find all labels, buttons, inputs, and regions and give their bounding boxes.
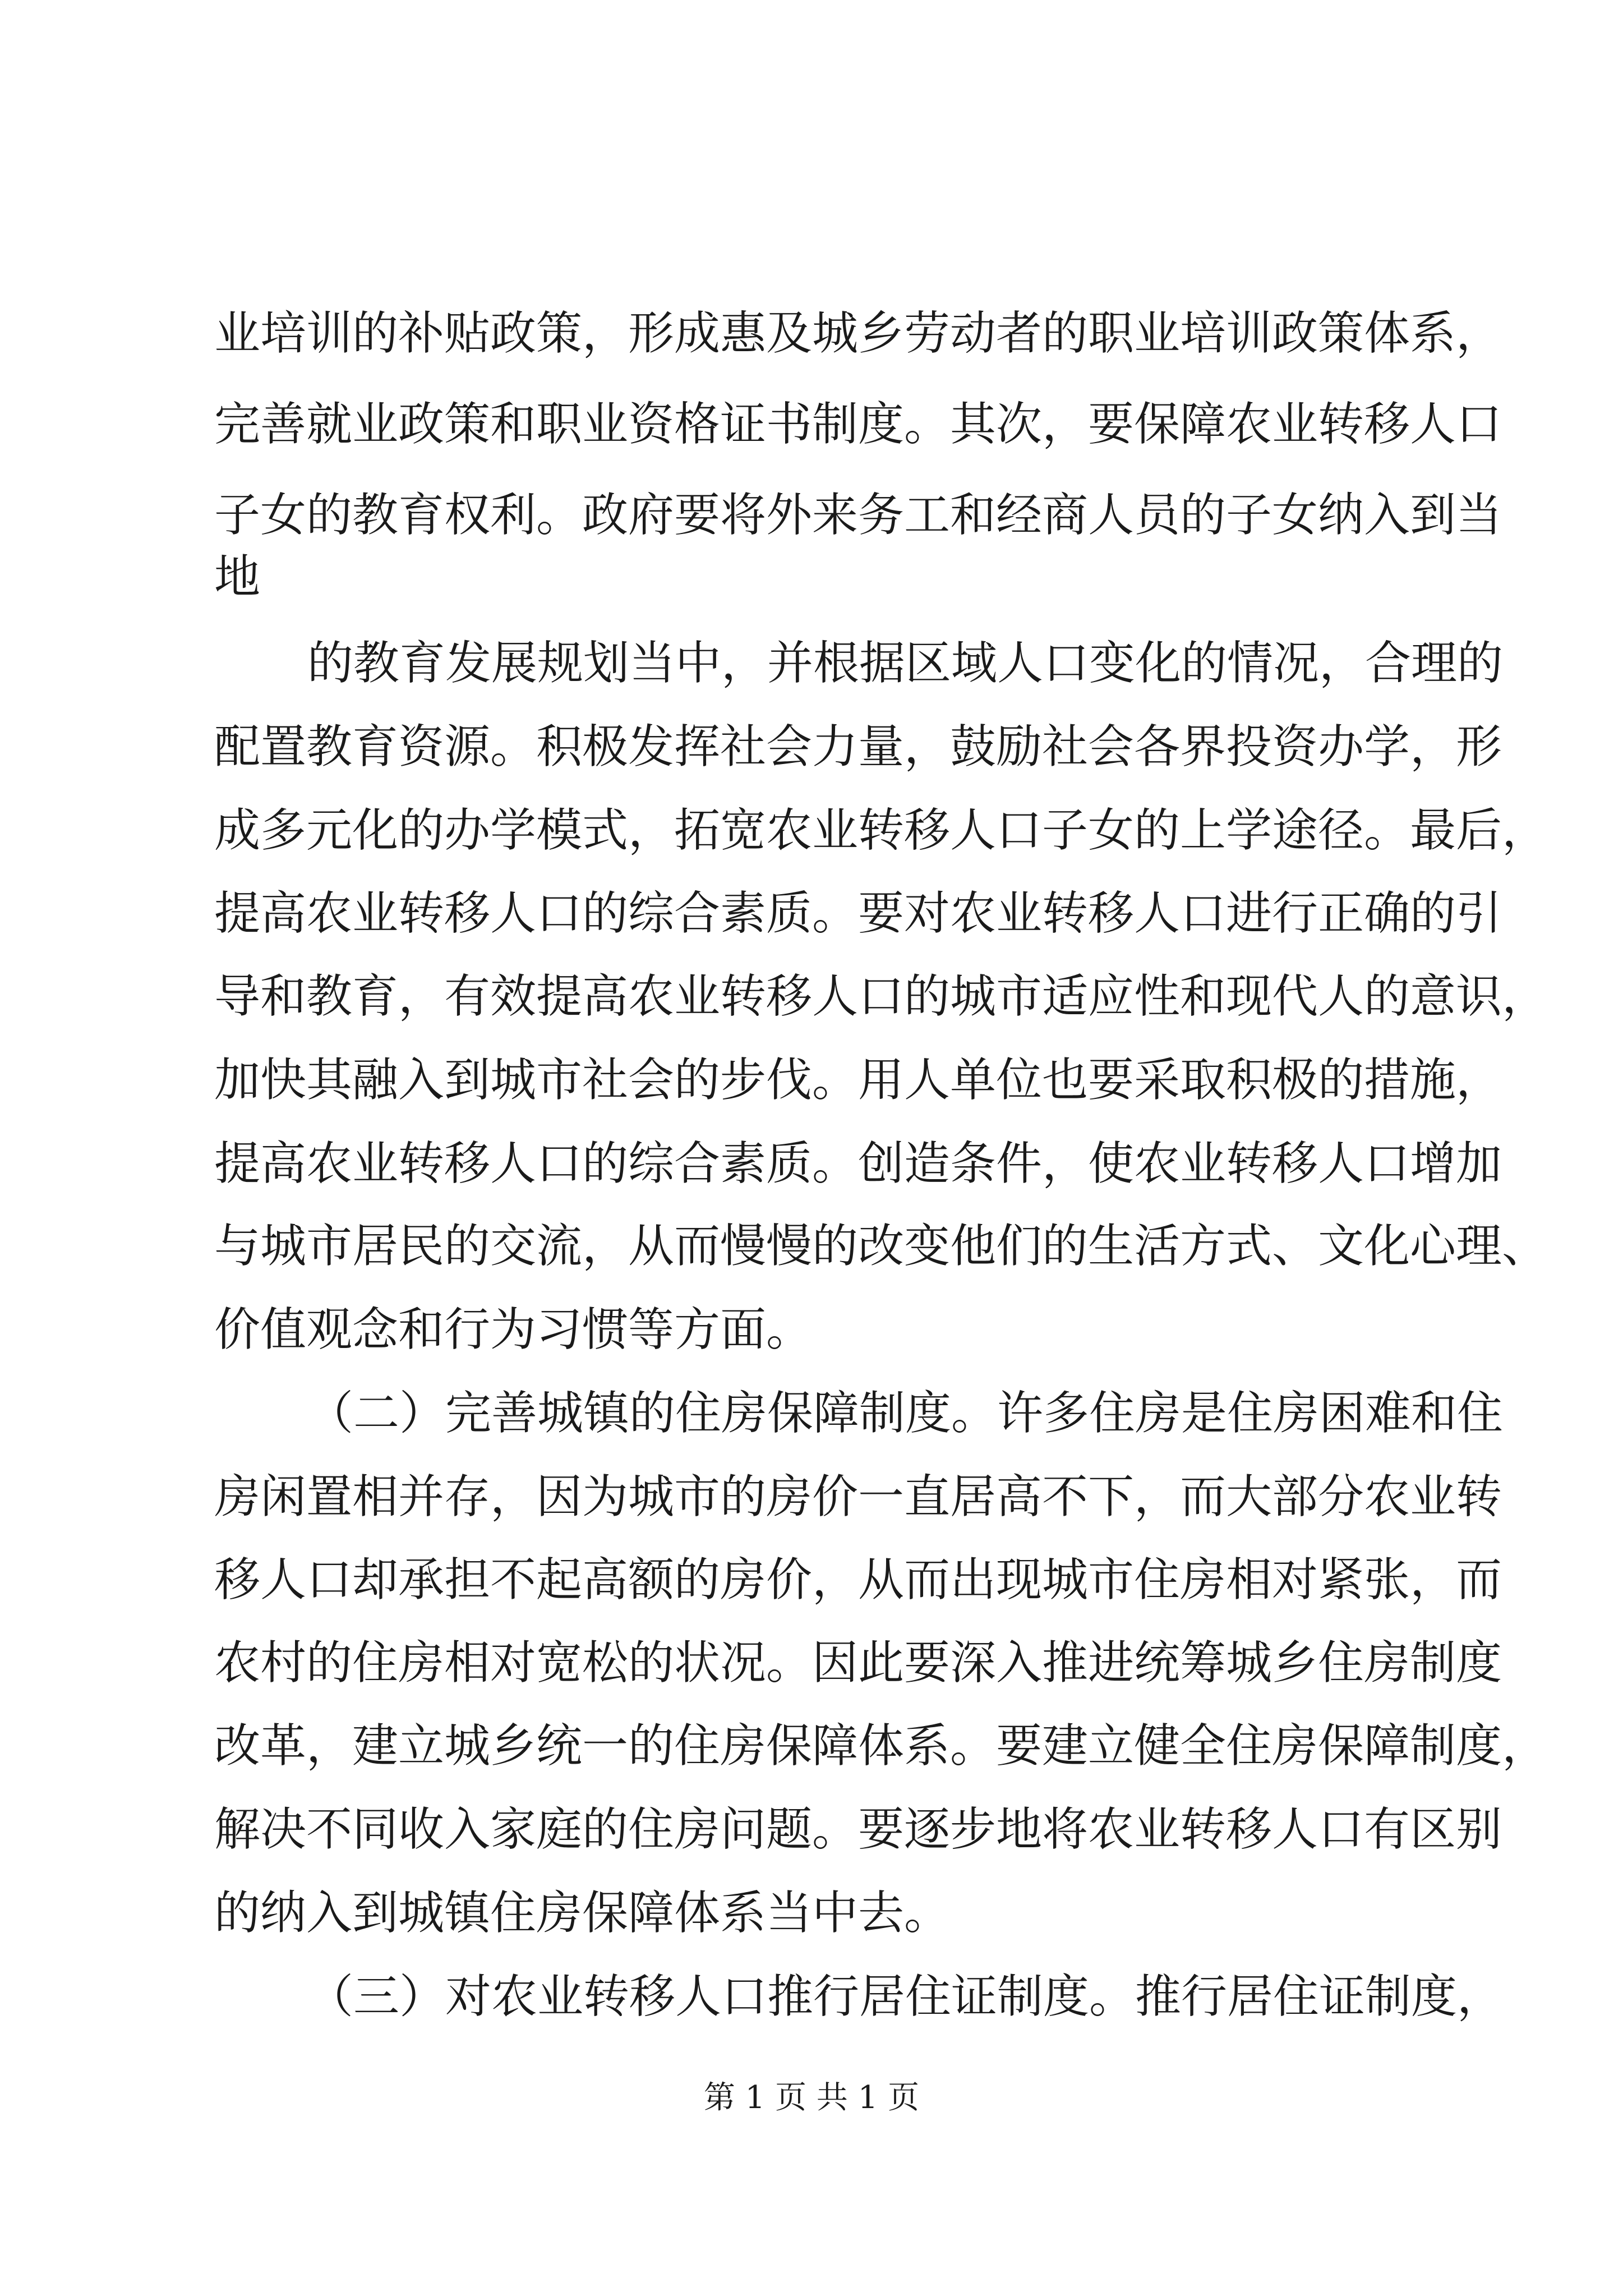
text-line: 房闲置相并存，因为城市的房价一直居高不下，而大部分农业转	[214, 1470, 1502, 1524]
text-line: 农村的住房相对宽松的状况。因此要深入推进统筹城乡住房制度	[214, 1636, 1502, 1690]
text-line: 完善就业政策和职业资格证书制度。其次，要保障农业转移人口	[214, 398, 1502, 451]
paragraph-first-line: （二）完善城镇的住房保障制度。许多住房是住房困难和住	[307, 1387, 1504, 1440]
text-line: 地	[214, 550, 261, 604]
text-line: 的纳入到城镇住房保障体系当中去。	[214, 1887, 951, 1940]
text-line: 提高农业转移人口的综合素质。创造条件，使农业转移人口增加	[214, 1137, 1502, 1190]
page-footer: 第 1 页 共 1 页	[703, 2079, 920, 2116]
text-line: 提高农业转移人口的综合素质。要对农业转移人口进行正确的引	[214, 887, 1502, 940]
text-line: 解决不同收入家庭的住房问题。要逐步地将农业转移人口有区别	[214, 1803, 1502, 1856]
text-line: 与城市居民的交流，从而慢慢的改变他们的生活方式、文化心理、	[214, 1220, 1548, 1273]
text-line: 加快其融入到城市社会的步伐。用人单位也要采取积极的措施，	[214, 1053, 1502, 1107]
text-line: 配置教育资源。积极发挥社会力量，鼓励社会各界投资办学，形	[214, 720, 1502, 774]
paragraph-first-line: 的教育发展规划当中，并根据区域人口变化的情况，合理的	[307, 637, 1504, 690]
text-line: 价值观念和行为习惯等方面。	[214, 1303, 813, 1356]
text-line: 业培训的补贴政策，形成惠及城乡劳动者的职业培训政策体系，	[214, 307, 1502, 360]
text-line: 移人口却承担不起高额的房价，从而出现城市住房相对紧张，而	[214, 1553, 1502, 1607]
text-line: 改革，建立城乡统一的住房保障体系。要建立健全住房保障制度，	[214, 1719, 1548, 1773]
paragraph-first-line: （三）对农业转移人口推行居住证制度。推行居住证制度，	[307, 1970, 1504, 2023]
text-line: 子女的教育权利。政府要将外来务工和经商人员的子女纳入到当	[214, 489, 1502, 542]
text-line: 成多元化的办学模式，拓宽农业转移人口子女的上学途径。最后，	[214, 804, 1548, 857]
text-line: 导和教育，有效提高农业转移人口的城市适应性和现代人的意识，	[214, 970, 1548, 1023]
